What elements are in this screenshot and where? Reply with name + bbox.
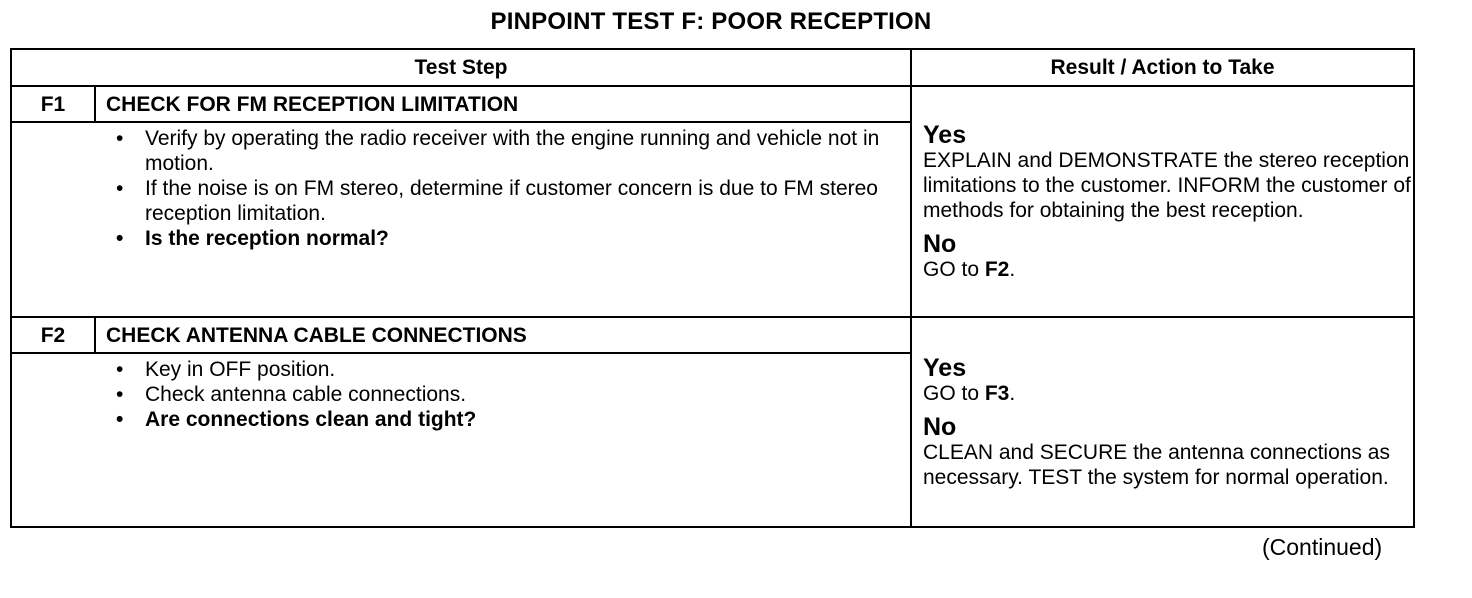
- result-no: [923, 414, 1413, 490]
- step-f2-title-row: [11, 317, 1414, 353]
- continued-note: (Continued): [1262, 534, 1383, 560]
- pinpoint-test-table: [10, 48, 1415, 528]
- step-title: CHECK ANTENNA CABLE CONNECTIONS: [95, 317, 911, 353]
- instruction-text: Key in OFF position.: [145, 358, 336, 381]
- yes-label: Yes: [923, 353, 967, 382]
- result-no: [923, 231, 1413, 282]
- yes-action-end: .: [1009, 381, 1016, 405]
- bullet: •: [116, 408, 124, 431]
- bullet: •: [116, 358, 124, 381]
- no-label: No: [923, 229, 957, 258]
- instruction-list: [12, 354, 910, 432]
- no-action-text: GO to: [923, 257, 985, 281]
- list-item: [12, 226, 910, 251]
- table-header-row: [11, 49, 1414, 86]
- step-f2-instructions: [11, 353, 911, 527]
- no-action-end: .: [1009, 257, 1016, 281]
- no-action: [923, 257, 1413, 282]
- yes-action-text: GO to: [923, 381, 985, 405]
- instruction-text: Check antenna cable connections.: [145, 383, 467, 406]
- instruction-text: Verify by operating the radio receiver with the engine running and vehicle not in motion.: [145, 127, 880, 175]
- no-action: CLEAN and SECURE the antenna connections as necessary. TEST the system for normal operation.: [923, 440, 1390, 489]
- yes-action: EXPLAIN and DEMONSTRATE the stereo reception limitations to the customer. INFORM the customer of methods for obtaining the best reception.: [923, 148, 1411, 222]
- step-id: F1: [11, 86, 95, 122]
- instruction-question: Is the reception normal?: [145, 227, 389, 250]
- bullet: •: [116, 227, 124, 250]
- step-reference: F2: [984, 257, 1010, 281]
- no-label: No: [923, 412, 957, 441]
- step-f1-title-row: [11, 86, 1414, 122]
- step-title: CHECK FOR FM RECEPTION LIMITATION: [95, 86, 911, 122]
- instruction-text: If the noise is on FM stereo, determine if customer concern is due to FM stereo reception limitation.: [145, 177, 878, 225]
- header-test-step: Test Step: [11, 49, 911, 86]
- step-reference: F3: [984, 381, 1010, 405]
- result-yes: [923, 355, 1413, 406]
- step-id: F2: [11, 317, 95, 353]
- instruction-list: [12, 123, 910, 251]
- header-result: Result / Action to Take: [911, 49, 1414, 86]
- yes-label: Yes: [923, 120, 967, 149]
- bullet: •: [116, 127, 124, 150]
- bullet: •: [116, 383, 124, 406]
- step-f1-result: [911, 86, 1414, 317]
- result-yes: [923, 122, 1413, 223]
- page-title: PINPOINT TEST F: POOR RECEPTION: [490, 8, 932, 35]
- list-item: [12, 407, 910, 432]
- yes-action: [923, 381, 1413, 406]
- list-item: [12, 382, 910, 407]
- step-f1-instructions: [11, 122, 911, 317]
- instruction-question: Are connections clean and tight?: [145, 408, 477, 431]
- step-f2-result: [911, 317, 1414, 527]
- list-item: [12, 357, 910, 382]
- bullet: •: [116, 177, 124, 200]
- list-item: [12, 126, 910, 176]
- list-item: [12, 176, 910, 226]
